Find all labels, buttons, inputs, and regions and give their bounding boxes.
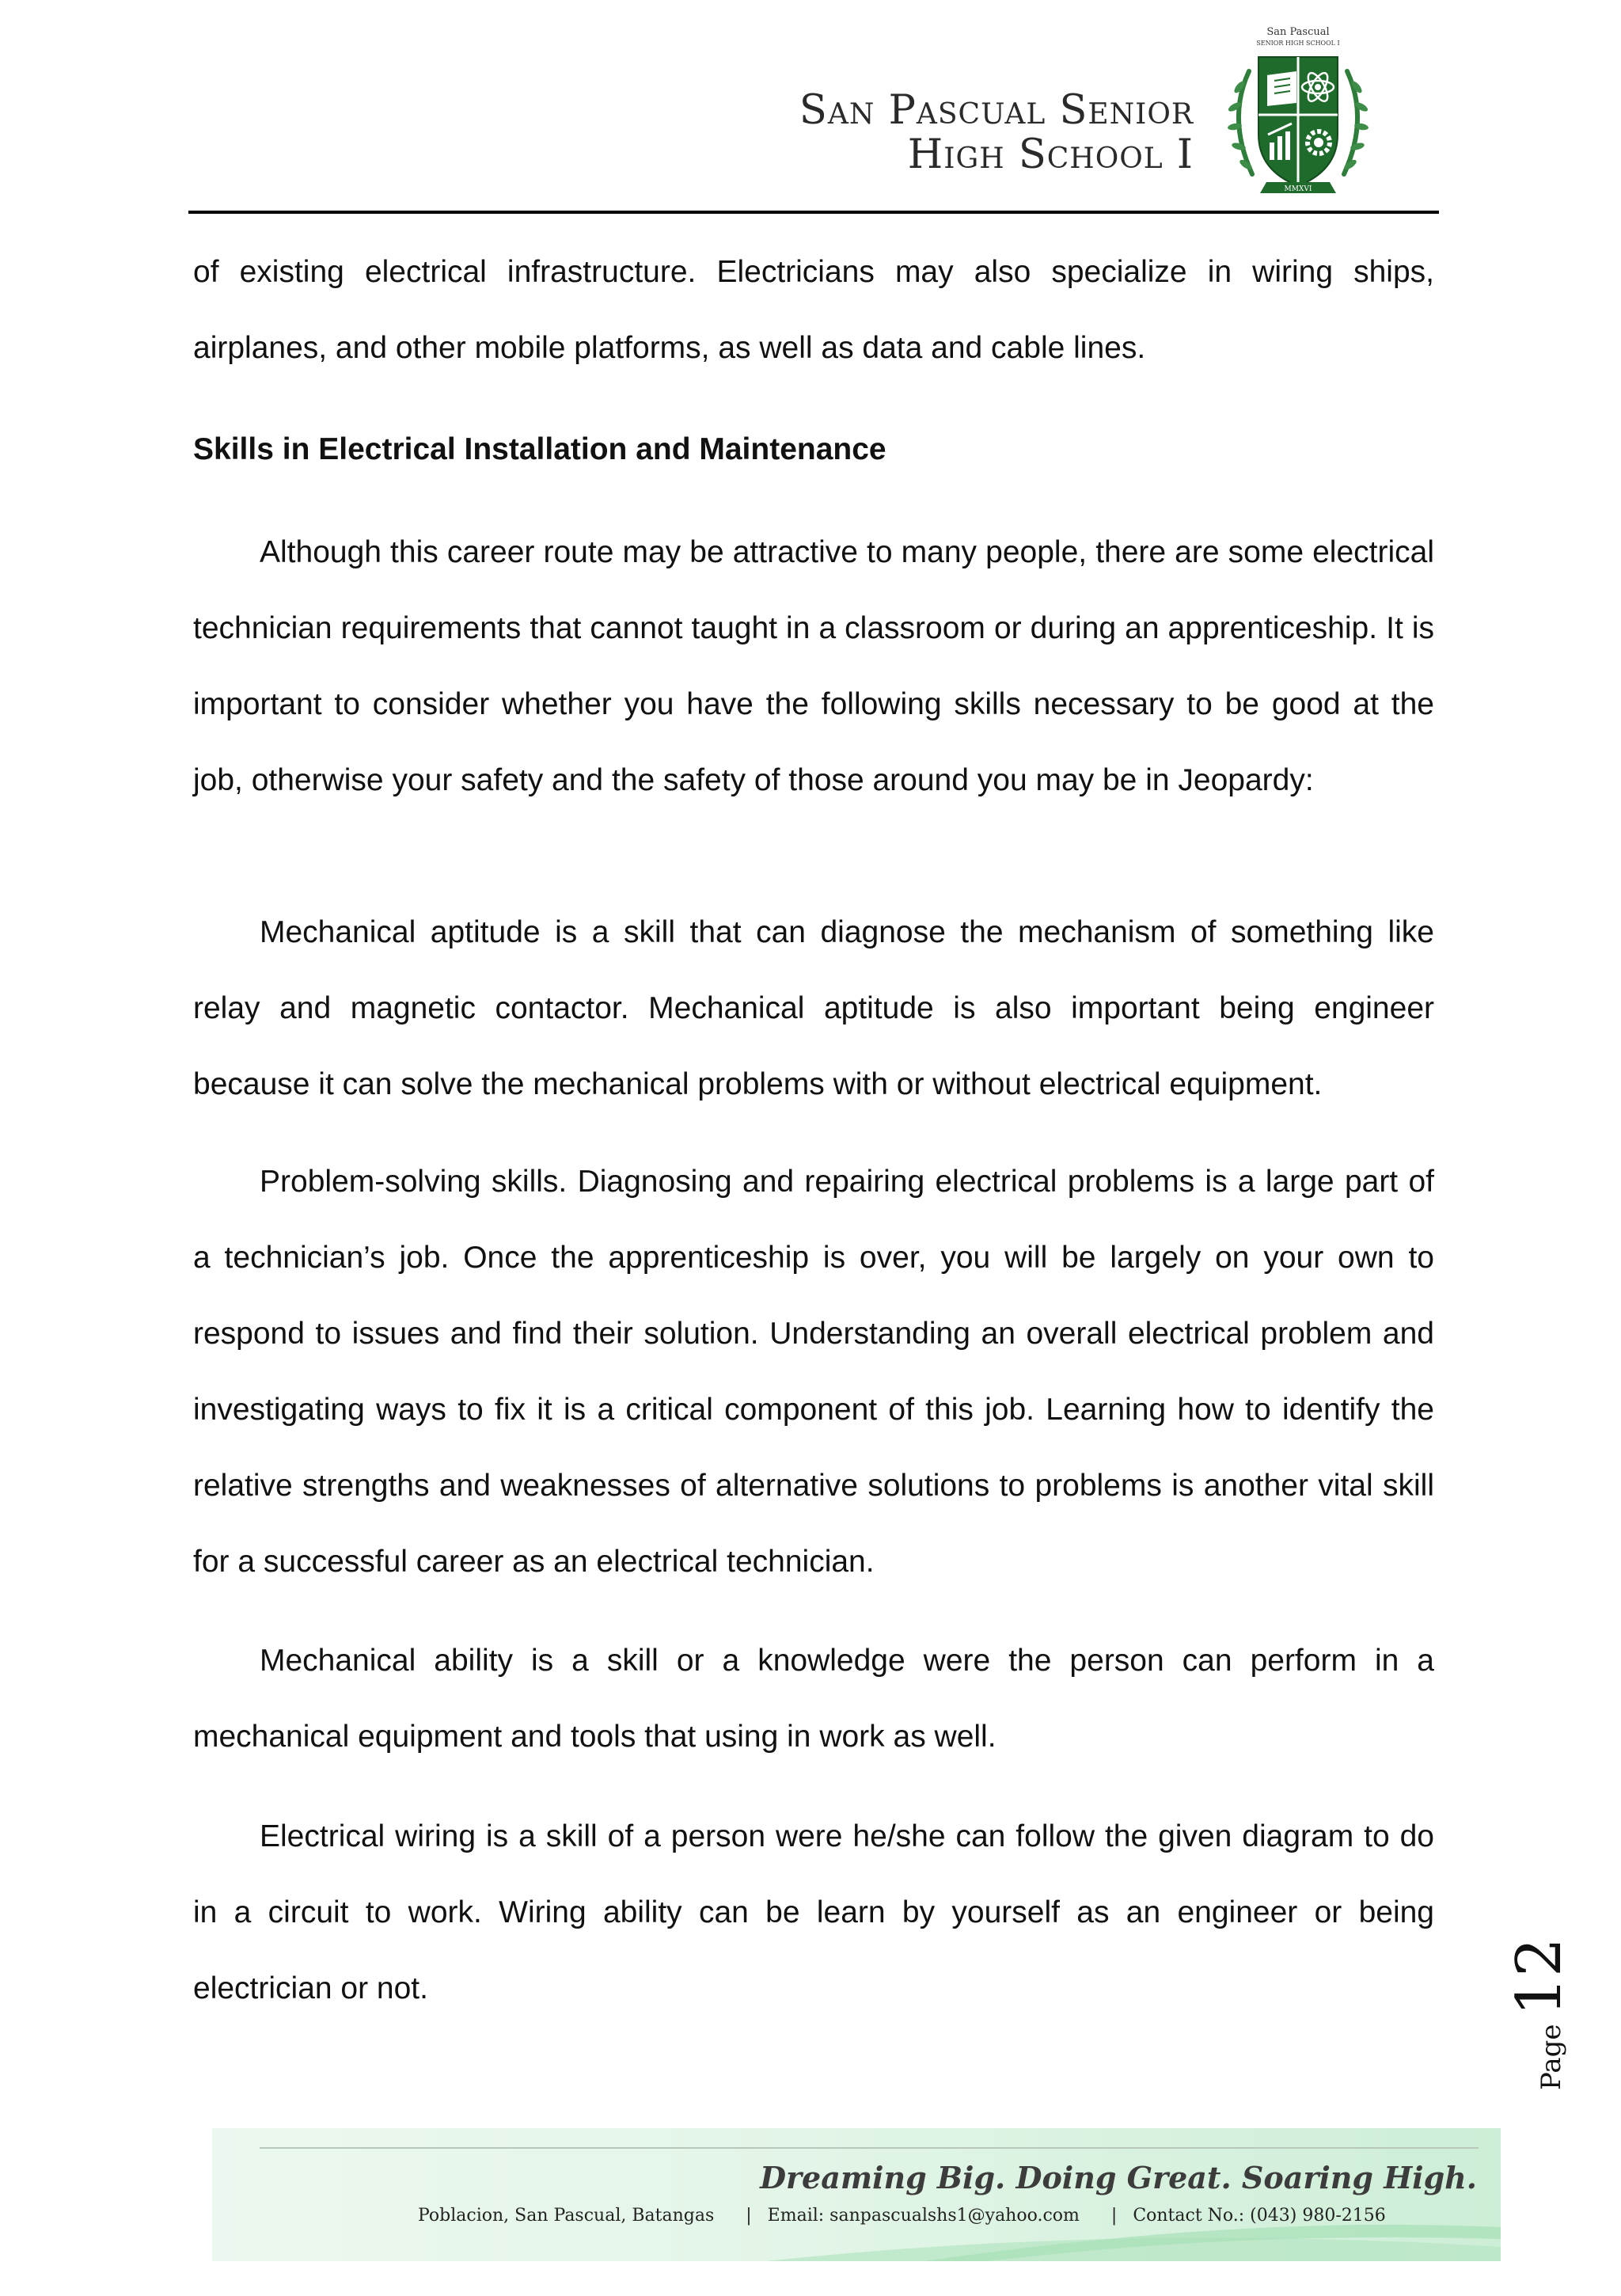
school-seal-logo (1219, 24, 1377, 206)
footer-separator: | (1110, 2206, 1118, 2226)
school-name-line1: San Pascual Senior (799, 87, 1194, 134)
page-number-value: 12 (1504, 1937, 1575, 2017)
footer-rule (260, 2147, 1479, 2149)
page-number (1504, 1937, 1599, 2090)
footer-email: Email: sanpascualshs1@yahoo.com (767, 2206, 1080, 2226)
page-label: Page (1536, 2024, 1567, 2090)
section-heading: Skills in Electrical Installation and Maintenance (193, 432, 886, 466)
footer-banner (212, 2128, 1501, 2261)
footer-address: Poblacion, San Pascual, Batangas (418, 2206, 715, 2226)
seal-year-text: MMXVI (1284, 185, 1312, 193)
paragraph-electrical-wiring: Electrical wiring is a skill of a person were he/she can follow the given diagram to do in a circuit to work. Wiring ability can be learn by yourself as an engineer or being electrician or not. (193, 1819, 1434, 2005)
paragraph-problem-solving: Problem-solving skills. Diagnosing and repairing electrical problems is a large part of a technician’s job. Once the apprenticeship is over, you will be largely on your own to respond to issues and find their solution. Understanding an overall electrical problem and investigating ways to fix it is a critical component of this job. Learning how to identify the relative strengths and weaknesses of alternative solutions to problems is another vital skill for a successful career as an electrical technician. (193, 1165, 1434, 1579)
school-name (799, 89, 1194, 177)
seal-top-text: San Pascual (1266, 26, 1330, 38)
footer-slogan: Dreaming Big. Doing Great. Soaring High. (760, 2160, 1477, 2195)
footer-contact-info (418, 2206, 1402, 2226)
paragraph-mechanical-ability: Mechanical ability is a skill or a knowledge were the person can perform in a mechanical equipment and tools that using in work as well. (193, 1644, 1434, 1754)
school-name-line2: High School I (907, 131, 1194, 178)
header-divider (188, 211, 1439, 214)
continuation-paragraph: of existing electrical infrastructure. Electricians may also specialize in wiring ships, airplanes, and other mobile platforms, as well as data and cable lines. (193, 255, 1434, 365)
footer-separator: | (746, 2206, 752, 2226)
footer-contact-number: Contact No.: (043) 980-2156 (1133, 2206, 1386, 2226)
seal-sub-text: SENIOR HIGH SCHOOL I (1256, 40, 1340, 47)
paragraph-intro: Although this career route may be attractive to many people, there are some electrical technician requirements that cannot taught in a classroom or during an apprenticeship. It is important to consider whether you have the following skills necessary to be good at the job, otherwise your safety and the safety of those around you may be in Jeopardy: (193, 535, 1434, 797)
paragraph-mechanical-aptitude: Mechanical aptitude is a skill that can diagnose the mechanism of something like relay and magnetic contactor. Mechanical aptitude is also important being engineer because it can solve the mechanical problems with or without electrical equipment. (193, 915, 1434, 1101)
